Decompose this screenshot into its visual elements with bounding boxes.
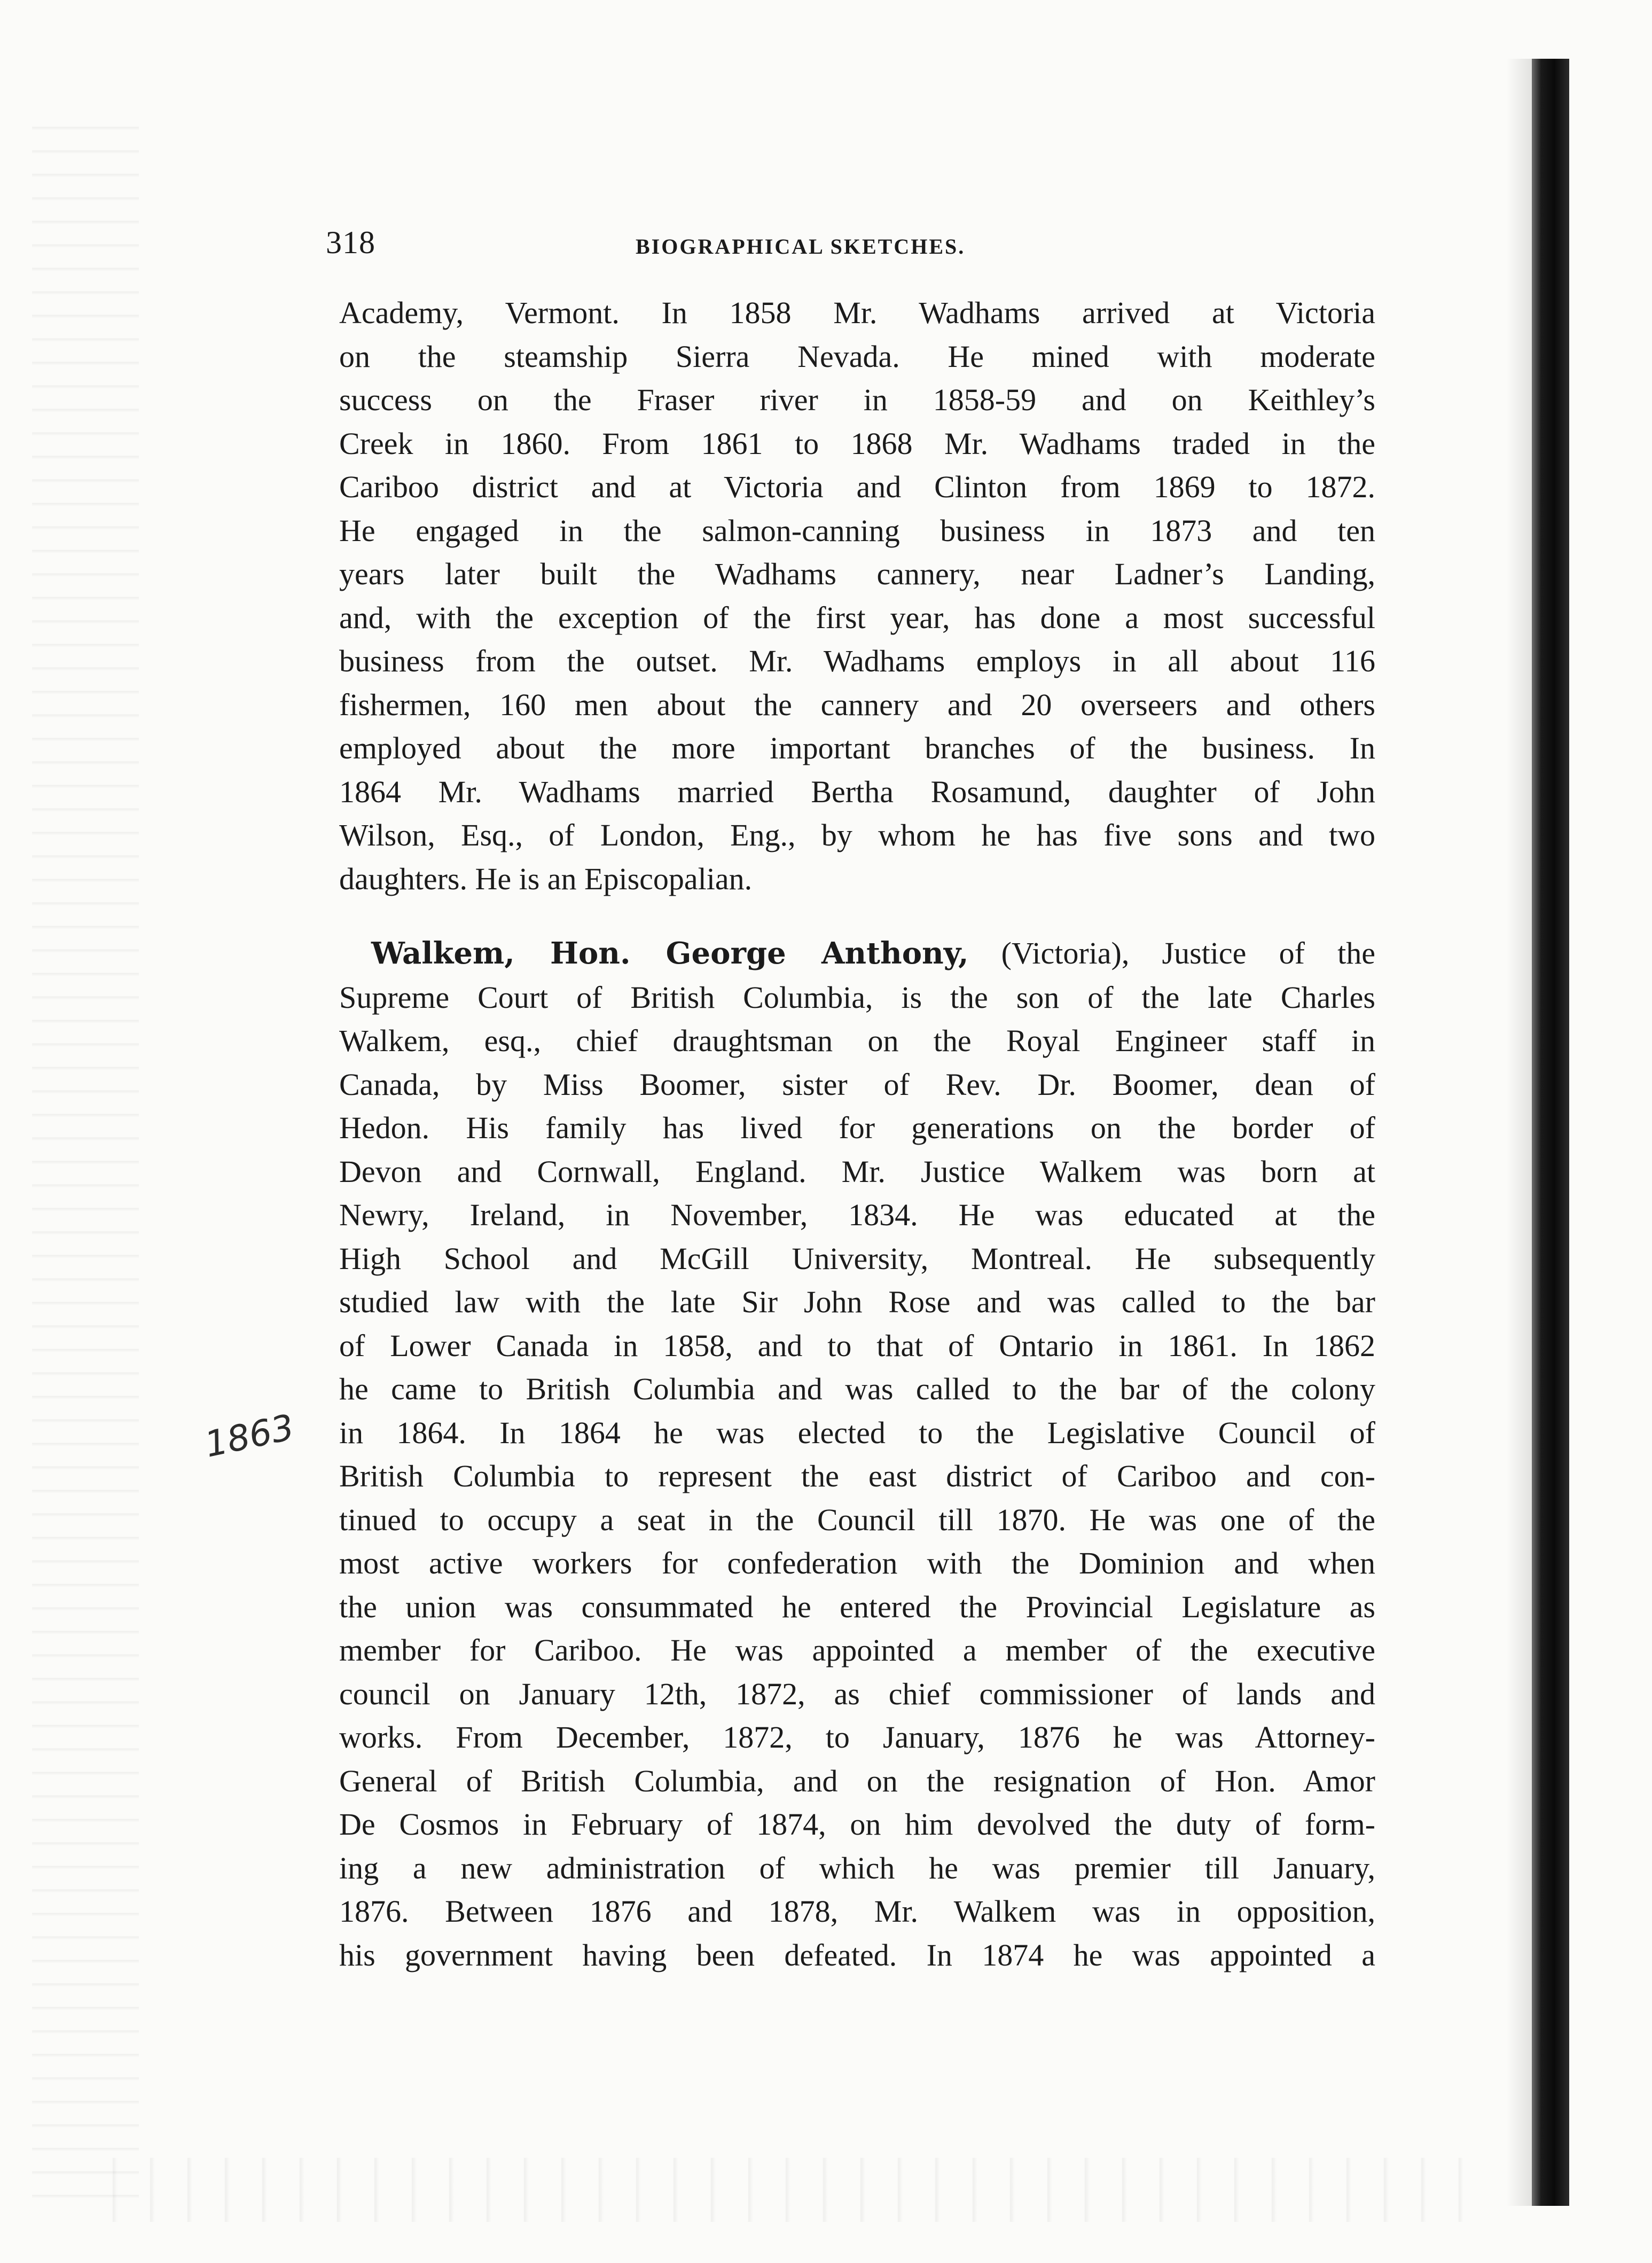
text-line: studied law with the late Sir John Rose and was called to the bar (339, 1285, 1375, 1319)
handwritten-margin-note: 1863 (201, 1406, 298, 1466)
text-line: daughters. He is an Episcopalian. (339, 861, 753, 896)
margin-speckle (32, 107, 139, 2217)
entry-walkem (339, 931, 1375, 1977)
text-line: General of British Columbia, and on the resignation of Hon. Amor (339, 1763, 1375, 1798)
text-line: British Columbia to represent the east district of Cariboo and con- (339, 1459, 1375, 1493)
text-line: council on January 12th, 1872, as chief commissioner of lands and (339, 1676, 1375, 1711)
binding-edge (1532, 59, 1569, 2206)
text-line: business from the outset. Mr. Wadhams employs in all about 116 (339, 644, 1375, 678)
text-line: success on the Fraser river in 1858-59 and on Keithley’s (339, 382, 1375, 417)
text-line: Walkem, esq., chief draughtsman on the Royal Engineer staff in (339, 1023, 1375, 1058)
paragraph-gap (339, 900, 1375, 931)
text-line: employed about the more important branches of the business. In (339, 731, 1375, 765)
binding-shade (1506, 59, 1532, 2206)
page-body (339, 291, 1375, 1977)
text-line: on the steamship Sierra Nevada. He mined with moderate (339, 339, 1375, 374)
text-line: 1876. Between 1876 and 1878, Mr. Walkem was in opposition, (339, 1894, 1375, 1929)
text-line: years later built the Wadhams cannery, near Ladner’s Landing, (339, 557, 1375, 591)
entry-name: Walkem, Hon. George Anthony, (371, 936, 969, 971)
text-line: of Lower Canada in 1858, and to that of Ontario in 1861. In 1862 (339, 1328, 1375, 1363)
text-line: most active workers for confederation with the Dominion and when (339, 1546, 1375, 1580)
text-line: Newry, Ireland, in November, 1834. He was educated at the (339, 1197, 1375, 1232)
text-line: Wilson, Esq., of London, Eng., by whom he has five sons and two (339, 818, 1375, 852)
text-line: Hedon. His family has lived for generations on the border of (339, 1110, 1375, 1145)
text-line: tinued to occupy a seat in the Council till 1870. He was one of the (339, 1502, 1375, 1537)
text-line: Devon and Cornwall, England. Mr. Justice Walkem was born at (339, 1154, 1375, 1189)
text-line: in 1864. In 1864 he was elected to the Legislative Council of (339, 1415, 1375, 1450)
text-line: He engaged in the salmon-canning business in 1873 and ten (339, 513, 1375, 548)
text-line: Academy, Vermont. In 1858 Mr. Wadhams arrived at Victoria (339, 295, 1375, 330)
bottom-speckle (80, 2158, 1496, 2222)
text-line: he came to British Columbia and was called to the bar of the colony (339, 1372, 1375, 1406)
text-line: his government having been defeated. In 1874 he was appointed a (339, 1937, 1375, 1972)
text-line: Creek in 1860. From 1861 to 1868 Mr. Wadhams traded in the (339, 426, 1375, 461)
text-line: member for Cariboo. He was appointed a member of the executive (339, 1633, 1375, 1667)
entry-wadhams (339, 291, 1375, 900)
page-number: 318 (326, 225, 375, 260)
page-header (326, 224, 1501, 272)
text-line: De Cosmos in February of 1874, on him devolved the duty of form- (339, 1807, 1375, 1842)
entry-heading-line (339, 931, 1375, 976)
text-line: Cariboo district and at Victoria and Clinton from 1869 to 1872. (339, 469, 1375, 504)
text-line: fishermen, 160 men about the cannery and 20 overseers and others (339, 687, 1375, 722)
text-line: High School and McGill University, Montreal. He subsequently (339, 1241, 1375, 1276)
entry-heading-rest: (Victoria), Justice of the (968, 936, 1375, 970)
text-line: 1864 Mr. Wadhams married Bertha Rosamund, daughter of John (339, 774, 1375, 809)
text-line: the union was consummated he entered the Provincial Legislature as (339, 1589, 1375, 1624)
text-line: works. From December, 1872, to January, 1876 he was Attorney- (339, 1720, 1375, 1755)
text-line: Canada, by Miss Boomer, sister of Rev. Dr. Boomer, dean of (339, 1067, 1375, 1102)
running-head: BIOGRAPHICAL SKETCHES. (636, 234, 966, 259)
text-line: Supreme Court of British Columbia, is the son of the late Charles (339, 980, 1375, 1015)
text-line: ing a new administration of which he was premier till January, (339, 1850, 1375, 1885)
text-line: and, with the exception of the first year, has done a most successful (339, 600, 1375, 635)
